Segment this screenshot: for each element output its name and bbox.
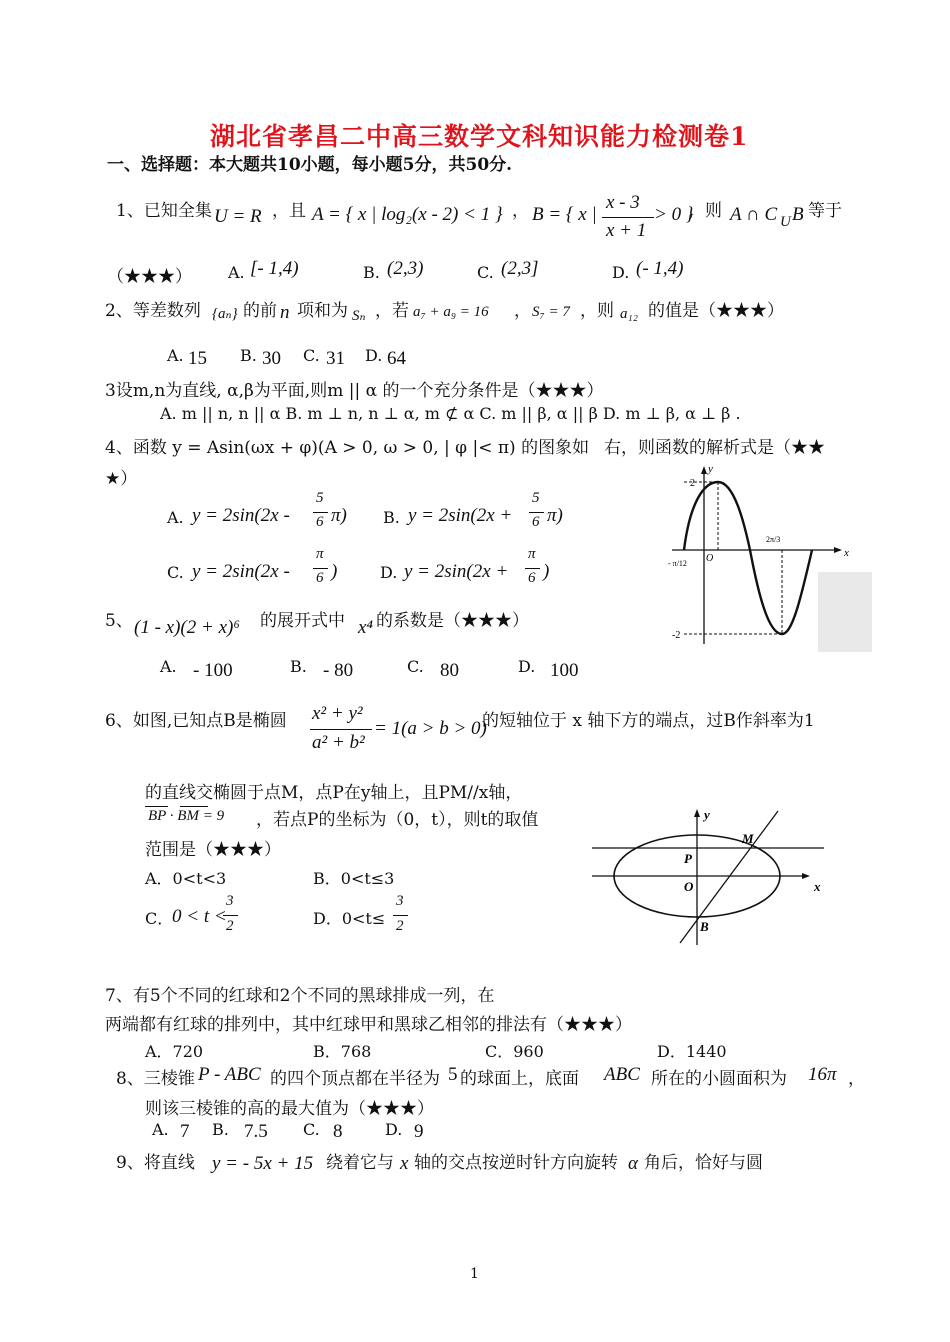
sine-graph-figure xyxy=(668,462,872,652)
page-title: 湖北省孝昌二中高三数学文科知识能力检测卷1 xyxy=(210,122,749,151)
graph-label-neg-pi12: - π/12 xyxy=(668,559,687,568)
y-axis-arrow xyxy=(701,466,707,474)
vector-arrow-bm xyxy=(180,806,208,807)
sine-curve xyxy=(684,482,812,634)
fraction-bar xyxy=(602,217,654,218)
vector-arrow-bp xyxy=(145,806,168,807)
graph-label-o: O xyxy=(684,879,694,894)
graph-label-y: y xyxy=(708,463,713,475)
x-axis-arrow xyxy=(834,547,842,553)
graph-label-min: -2 xyxy=(672,630,681,641)
page-number: 1 xyxy=(470,1266,479,1282)
x-axis-arrow xyxy=(802,873,810,879)
scan-shading xyxy=(818,572,872,652)
section-heading: 一、选择题：本大题共10小题，每小题5分，共50分. xyxy=(107,155,513,175)
ellipse-figure xyxy=(592,805,828,947)
graph-label-origin: O xyxy=(706,553,714,564)
graph-label-2pi3: 2π/3 xyxy=(766,535,781,544)
graph-label-y: y xyxy=(704,807,710,822)
line-bm xyxy=(680,811,778,943)
graph-label-m: M xyxy=(742,831,754,846)
y-axis-arrow xyxy=(694,809,700,817)
graph-label-x: x xyxy=(844,547,849,559)
graph-label-b: B xyxy=(700,919,709,934)
graph-label-x: x xyxy=(814,879,821,894)
graph-label-p: P xyxy=(684,851,692,866)
graph-label-max: 2 xyxy=(690,478,695,489)
